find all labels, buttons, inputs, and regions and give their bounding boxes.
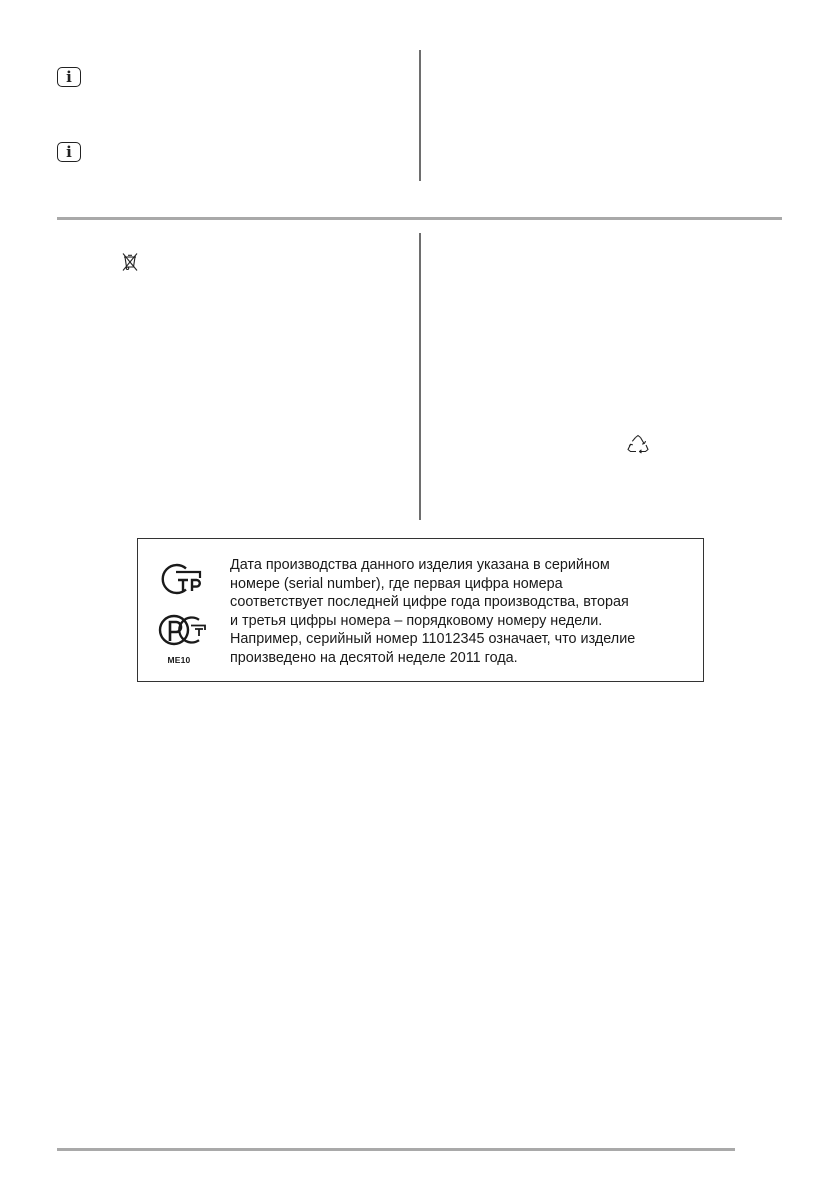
gost-r-certification-mark-icon: [158, 613, 210, 651]
cert-text-line: соответствует последней цифре года производства, вторая: [230, 594, 629, 610]
mark-code-label: ME10: [167, 655, 191, 665]
eac-tr-certification-mark-icon: [158, 561, 210, 597]
cert-text-line: произведено на десятой неделе 2011 года.: [230, 649, 518, 666]
serial-number-explanation: [230, 556, 695, 667]
info-icon: i: [57, 142, 81, 162]
section-rule: [57, 217, 782, 220]
info-icon: i: [57, 67, 81, 87]
cert-text-line: и третья цифры номера – порядковому номеру недели.: [230, 612, 603, 629]
cert-text-line: номере (serial number), где первая цифра номера: [230, 575, 563, 592]
column-divider: [419, 233, 421, 520]
recycle-icon: [626, 434, 650, 454]
cert-text-line: Дата производства данного изделия указана в серийном: [230, 557, 610, 573]
footer-rule: [57, 1148, 735, 1151]
cert-text-line: Например, серийный номер 11012345 означает, что изделие: [230, 631, 636, 647]
crossed-out-wheelie-bin-icon: [122, 252, 138, 272]
certification-box: [137, 538, 704, 682]
column-divider: [419, 50, 421, 181]
